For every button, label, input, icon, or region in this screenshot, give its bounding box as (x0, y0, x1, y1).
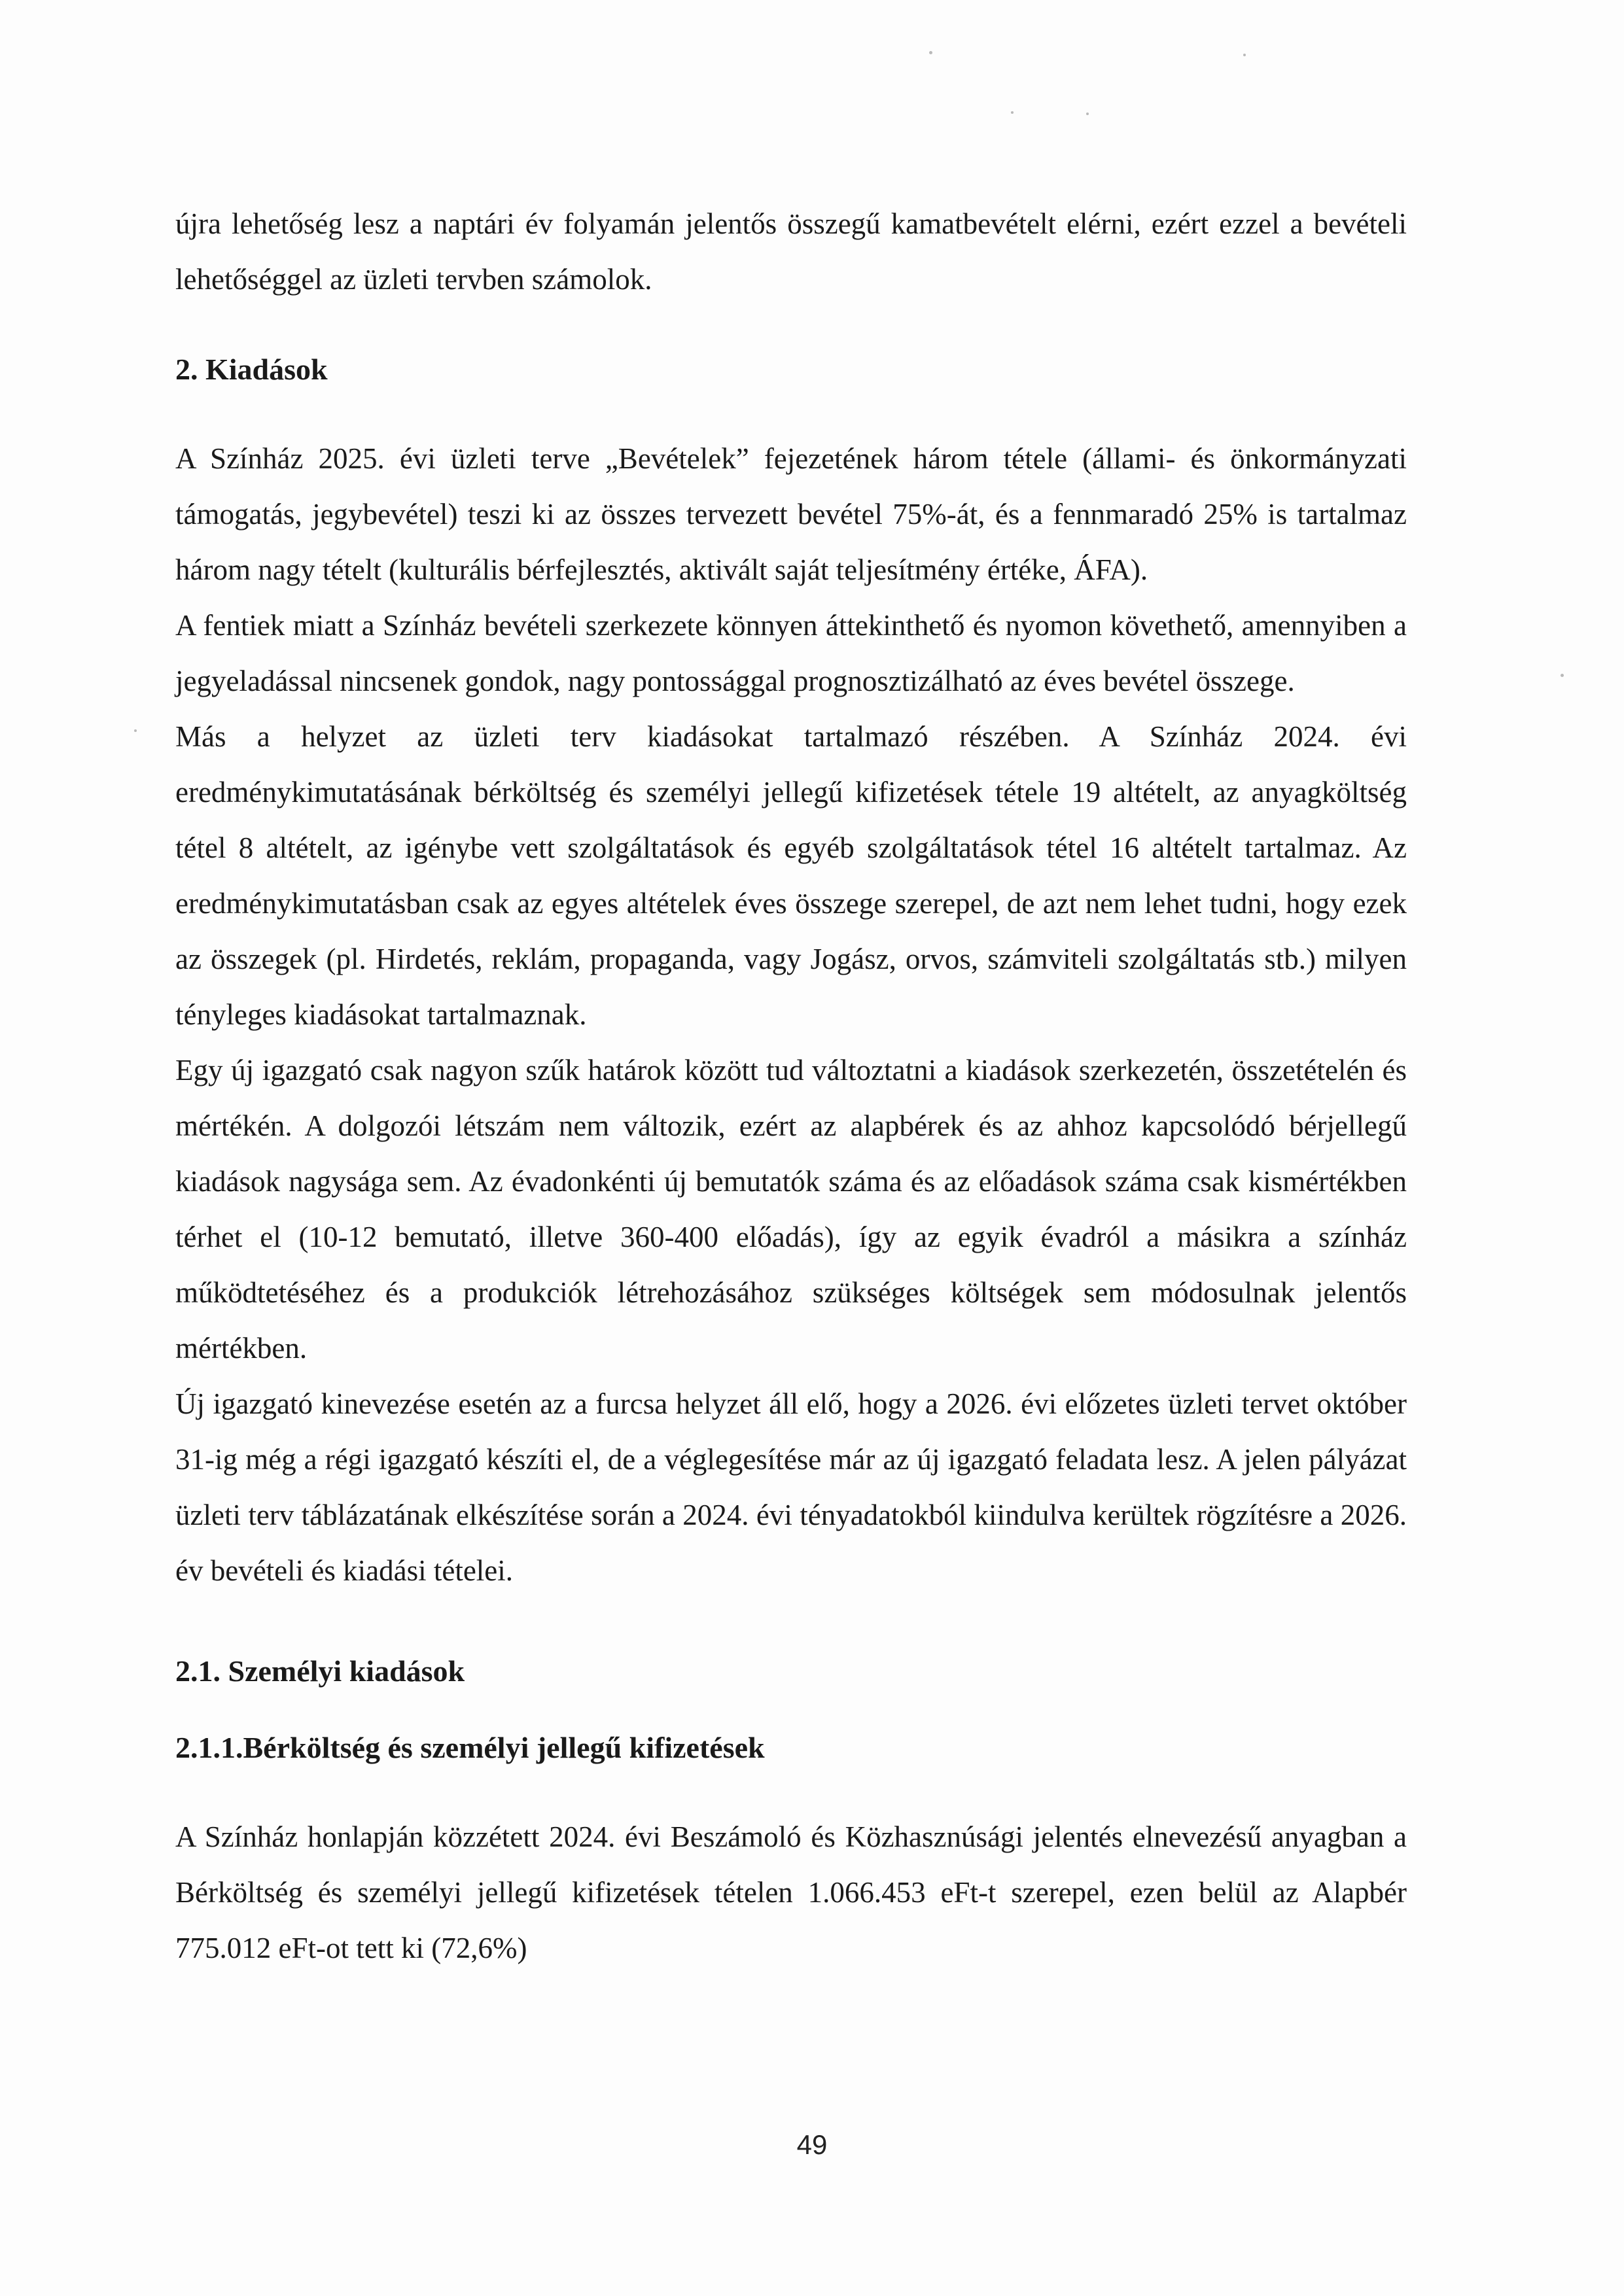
paragraph-revenue-structure: A Színház 2025. évi üzleti terve „Bevételek” fejezetének három tétele (állami- és önkormányzati támogatás, jegybevétel) teszi ki az összes tervezett bevétel 75%-át, és a fennmaradó 25% is tartalmaz három nagy tételt (kulturális bérfejlesztés, aktivált saját teljesítmény értéke, ÁFA). (175, 442, 1407, 586)
paragraph-expense-structure: Más a helyzet az üzleti terv kiadásokat tartalmazó részében. A Színház 2024. évi eredménykimutatásának bérköltség és személyi jellegű kifizetések tétele 19 altételt, az anyagköltség tétel 8 altételt, az igénybe vett szolgáltatások és egyéb szolgáltatások tétel 16 altételt tartalmaz. Az eredménykimutatásban csak az egyes altételek éves összege szerepel, de azt nem lehet tudni, hogy ezek az összegek (pl. Hirdetés, reklám, propaganda, vagy Jogász, orvos, számviteli szolgáltatás stb.) milyen tényleges kiadásokat tartalmaznak. (175, 720, 1407, 1031)
paragraph-director-limits: Egy új igazgató csak nagyon szűk határok között tud változtatni a kiadások szerkezetén, összetételén és mértékén. A dolgozói létszám nem változik, ezért az alapbérek és az ahhoz kapcsolódó bérjellegű kiadások nagysága sem. Az évadonkénti új bemutatók száma és az előadások száma csak kismértékben térhet el (10-12 bemutató, illetve 360-400 előadás), így az egyik évadról a másikra a színház működtetéséhez és a produkciók létrehozásához szükséges költségek sem módosulnak jelentős mértékben. (175, 1054, 1407, 1365)
paragraph-revenue-predictability: A fentiek miatt a Színház bevételi szerkezete könnyen áttekinthető és nyomon követhető, amennyiben a jegyeladással nincsenek gondok, nagy pontossággal prognosztizálható az éves bevétel összege. (175, 609, 1407, 697)
intro-paragraph: újra lehetőség lesz a naptári év folyamán jelentős összegű kamatbevételt elérni, ezért ezzel a bevételi lehetőséggel az üzleti tervben számolok. (175, 207, 1407, 296)
paragraph-new-director: Új igazgató kinevezése esetén az a furcsa helyzet áll elő, hogy a 2026. évi előzetes üzleti tervet október 31-ig még a régi igazgató készíti el, de a véglegesítése már az új igazgató feladata lesz. A jelen pályázat üzleti terv táblázatának elkészítése során a 2024. évi tényadatokból kiindulva kerültek rögzítésre a 2026. év bevételi és kiadási tételei. (175, 1387, 1407, 1587)
scan-speck (1243, 54, 1246, 56)
scan-speck (1561, 674, 1564, 677)
page-number: 49 (796, 2129, 828, 2160)
scan-speck (1011, 111, 1014, 114)
scan-speck (1086, 113, 1089, 115)
scan-speck (134, 729, 137, 732)
paragraph-wage-costs: A Színház honlapján közzétett 2024. évi Beszámoló és Közhasznúsági jelentés elnevezésű anyagban a Bérköltség és személyi jellegű kifizetések tételen 1.066.453 eFt-t szerepel, ezen belül az Alapbér 775.012 eFt-ot tett ki (72,6%) (175, 1820, 1407, 1964)
section-heading-2-1: 2.1. Személyi kiadások (175, 1654, 465, 1688)
scan-speck (929, 51, 932, 54)
section-heading-2: 2. Kiadások (175, 353, 328, 386)
page-content (175, 196, 1407, 1976)
section-heading-2-1-1: 2.1.1.Bérköltség és személyi jellegű kifizetések (175, 1731, 765, 1764)
